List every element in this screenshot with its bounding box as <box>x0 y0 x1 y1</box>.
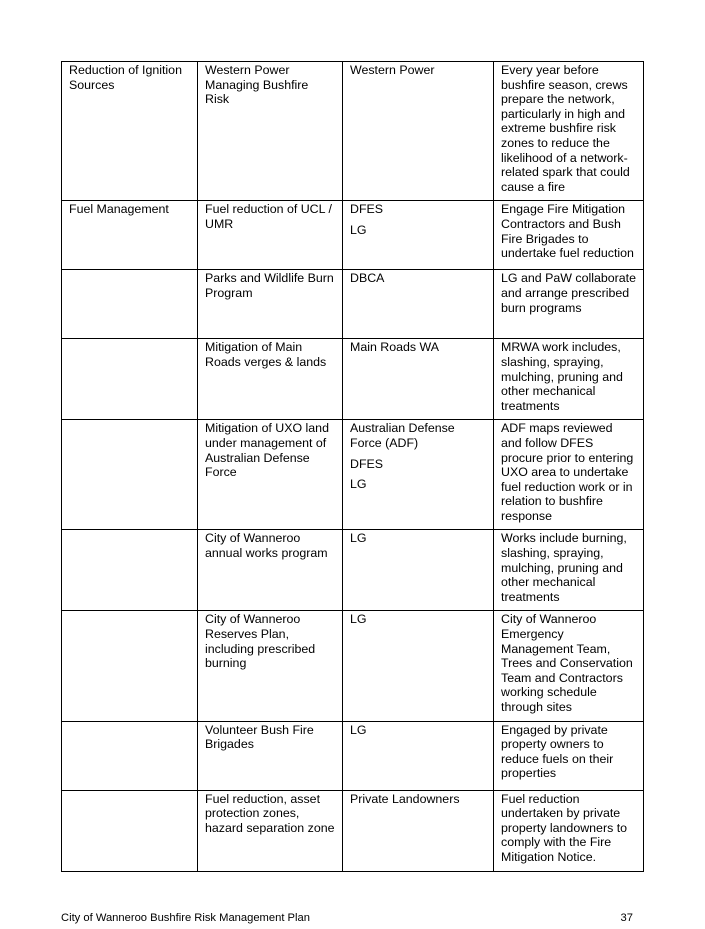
description-cell: Engaged by private property owners to reduce fuels on their properties <box>494 721 644 790</box>
description-cell: Works include burning, slashing, spraying, mulching, pruning and other mechanical treatments <box>494 530 644 611</box>
responsible-agency: DFES <box>350 202 384 217</box>
table-row <box>62 339 644 420</box>
page-number: 37 <box>620 912 633 924</box>
responsible-cell <box>343 721 494 790</box>
table-row <box>62 790 644 871</box>
treatment-cell: Western Power Managing Bushfire Risk <box>198 62 343 201</box>
treatment-table <box>61 61 644 872</box>
description-cell: City of Wanneroo Emergency Management Team, Trees and Conservation Team and Contractors working schedule through sites <box>494 611 644 721</box>
table-row <box>62 62 644 201</box>
category-cell <box>62 270 198 339</box>
responsible-agency: DBCA <box>350 271 385 286</box>
category-cell <box>62 420 198 530</box>
category-cell <box>62 611 198 721</box>
table-row <box>62 530 644 611</box>
responsible-cell <box>343 62 494 201</box>
responsible-agency: LG <box>350 477 367 492</box>
responsible-agency: Private Landowners <box>350 791 460 806</box>
category-cell: Fuel Management <box>62 201 198 270</box>
responsible-agency: LG <box>350 222 367 237</box>
footer-title: City of Wanneroo Bushfire Risk Management Plan <box>61 912 310 924</box>
responsible-agency: Australian Defense Force (ADF) <box>350 421 455 450</box>
responsible-agency: LG <box>350 531 367 546</box>
treatment-cell: Parks and Wildlife Burn Program <box>198 270 343 339</box>
responsible-cell <box>343 339 494 420</box>
responsible-agency: LG <box>350 612 367 627</box>
description-cell: MRWA work includes, slashing, spraying, mulching, pruning and other mechanical treatments <box>494 339 644 420</box>
category-cell <box>62 790 198 871</box>
table-row <box>62 201 644 270</box>
table-row <box>62 611 644 721</box>
description-cell: Every year before bushfire season, crews prepare the network, particularly in high and extreme bushfire risk zones to reduce the likelihood of a network-related spark that could cause a fire <box>494 62 644 201</box>
responsible-cell <box>343 530 494 611</box>
category-cell: Reduction of Ignition Sources <box>62 62 198 201</box>
responsible-agency: Western Power <box>350 63 435 77</box>
responsible-cell <box>343 420 494 530</box>
treatment-cell: Mitigation of Main Roads verges & lands <box>198 339 343 420</box>
responsible-cell <box>343 270 494 339</box>
responsible-cell <box>343 201 494 270</box>
responsible-cell <box>343 790 494 871</box>
description-cell: ADF maps reviewed and follow DFES procure prior to entering UXO area to undertake fuel reduction work or in relation to bushfire response <box>494 420 644 530</box>
treatment-table-body <box>62 62 644 872</box>
treatment-cell: Volunteer Bush Fire Brigades <box>198 721 343 790</box>
treatment-cell: Fuel reduction, asset protection zones, hazard separation zone <box>198 790 343 871</box>
treatment-cell: Fuel reduction of UCL / UMR <box>198 201 343 270</box>
category-cell <box>62 721 198 790</box>
responsible-agency: Main Roads WA <box>350 340 440 355</box>
responsible-cell <box>343 611 494 721</box>
treatment-cell: City of Wanneroo annual works program <box>198 530 343 611</box>
description-cell: Engage Fire Mitigation Contractors and Bush Fire Brigades to undertake fuel reduction <box>494 201 644 270</box>
treatment-cell: Mitigation of UXO land under management of Australian Defense Force <box>198 420 343 530</box>
table-row <box>62 721 644 790</box>
responsible-agency: DFES <box>350 456 384 471</box>
treatment-cell: City of Wanneroo Reserves Plan, including prescribed burning <box>198 611 343 721</box>
category-cell <box>62 530 198 611</box>
description-cell: LG and PaW collaborate and arrange prescribed burn programs <box>494 270 644 339</box>
table-row <box>62 420 644 530</box>
category-cell <box>62 339 198 420</box>
description-cell: Fuel reduction undertaken by private property landowners to comply with the Fire Mitigation Notice. <box>494 790 644 871</box>
table-row <box>62 270 644 339</box>
responsible-agency: LG <box>350 722 367 737</box>
